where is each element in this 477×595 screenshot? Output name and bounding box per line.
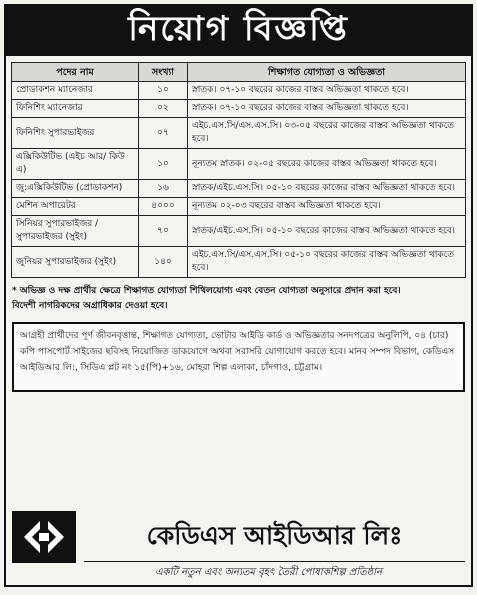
post-requirements: স্নাতক। ০৭-১০ বছরের কাজের বাস্তব অভিজ্ঞতা থাকতে হবে। [188, 100, 466, 118]
application-instructions: আগ্রহী প্রার্থীদের পূর্ণ জীবনবৃত্তান্ত, শিক্ষাগত যোগ্যতা, ভোটার আইডি কার্ড ও অভিজ্ঞতার সনদপত্রের অনুলিপি, ০৪ (চার) কপি পাসপোর্ট সাইজের ছবিসহ নিয়োজিত ডাকযোগে অথবা সরাসরি যোগাযোগ করতে হবে। মানব সম্পদ বিভাগ, কেডিএস আইডিআর লি:, সিডিএ প্লট নং ১৫(পি)+১৬, মোহরা শিল্প এলাকা, চাঁদগাও, চট্টগ্রাম। [12, 322, 465, 392]
table-row [12, 198, 466, 216]
ad-title: নিয়োগ বিজ্ঞপ্তি [6, 6, 471, 56]
post-requirements: স্নাতক/এইচ.এস.সি। ০৫-১০ বছরের কাজের বাস্তব অভিজ্ঞতা থাকতে হবে। [188, 216, 466, 247]
post-name: মেশিন অপারেটর [12, 198, 139, 216]
company-name: কেডিএস আইডিআর লিঃ [84, 513, 465, 562]
post-count: ১০ [139, 149, 188, 180]
post-name: জুনিয়র সুপারভাইজর (সুইং) [12, 247, 139, 278]
table-row [12, 118, 466, 149]
header-post: পদের নাম [12, 63, 139, 82]
post-count: ১০ [139, 82, 188, 100]
jobs-table [11, 62, 466, 278]
table-row [12, 149, 466, 180]
kds-logo-graphic [18, 515, 70, 559]
header-count: সংখ্যা [139, 63, 188, 82]
post-requirements: স্নাতক। ০৭-১০ বছরের কাজের বাস্তব অভিজ্ঞতা থাকতে হবে। [188, 82, 466, 100]
post-count: ১৬ [139, 180, 188, 198]
company-footer [12, 511, 465, 581]
post-requirements: এইচ.এস.সি/এস.এস.সি। ০৫-১০ বছরের কাজের বাস্তব অভিজ্ঞতা থাকতে হবে। [188, 247, 466, 278]
notes-section [12, 284, 465, 314]
company-tagline: একটি নতুন এবং অন্যতম বৃহৎ তৈরী পোষাকশিল্প প্রতিষ্ঠান [154, 567, 383, 578]
post-name: এক্সিকিউটিভ (এইচ আর/ কিউ এ) [12, 149, 139, 180]
post-name: জু:এক্সিকিউটিভ (প্রোডাকশন) [12, 180, 139, 198]
table-row [12, 82, 466, 100]
post-name: প্রোডাকশন ম্যানেজার [12, 82, 139, 100]
post-count: ১৪০ [139, 247, 188, 278]
table-header-row [12, 63, 466, 82]
table-row [12, 180, 466, 198]
post-name: ফিনিশিং সুপারভাইজর [12, 118, 139, 149]
post-requirements: নূন্যতম স্নাতক। ০২-০৫ বছরের কাজের বাস্তব অভিজ্ঞতা থাকতে হবে। [188, 149, 466, 180]
post-requirements: এইচ.এস.সি/এস.এস.সি। ০৩-০৫ বছরের কাজের বাস্তব অভিজ্ঞতা থাকতে হবে। [188, 118, 466, 149]
note-foreign-preference: বিদেশী নাগরিকদের অগ্রাধিকার দেওয়া হবে। [12, 301, 168, 311]
post-name: সিনিয়র সুপারভাইজর / সুপারভাইজর (সুইং) [12, 216, 139, 247]
kds-logo-icon [12, 511, 76, 563]
post-requirements: নূন্যতম ০২-০৩ বছরের বাস্তব অভিজ্ঞতা থাকতে হবে। [188, 198, 466, 216]
post-count: ৪০০০ [139, 198, 188, 216]
job-advertisement [4, 4, 473, 587]
post-count: ০২ [139, 100, 188, 118]
post-requirements: স্নাতক/এইচ.এস.সি। ০৫-১০ বছরের কাজের বাস্তব অভিজ্ঞতা থাকতে হবে। [188, 180, 466, 198]
table-row [12, 100, 466, 118]
post-count: ০৭ [139, 118, 188, 149]
note-relaxation: * অভিজ্ঞ ও দক্ষ প্রার্থীর ক্ষেত্রে শিক্ষাগত যোগ্যতা শিথিলযোগ্য এবং বেতন যোগ্যতা অনুসারে প্রদান করা হবে। [12, 286, 401, 296]
header-requirements: শিক্ষাগত যোগ্যতা ও অভিজ্ঞতা [188, 63, 466, 82]
table-row [12, 247, 466, 278]
post-count: ৭০ [139, 216, 188, 247]
table-row [12, 216, 466, 247]
post-name: ফিনিশিং ম্যানেজার [12, 100, 139, 118]
